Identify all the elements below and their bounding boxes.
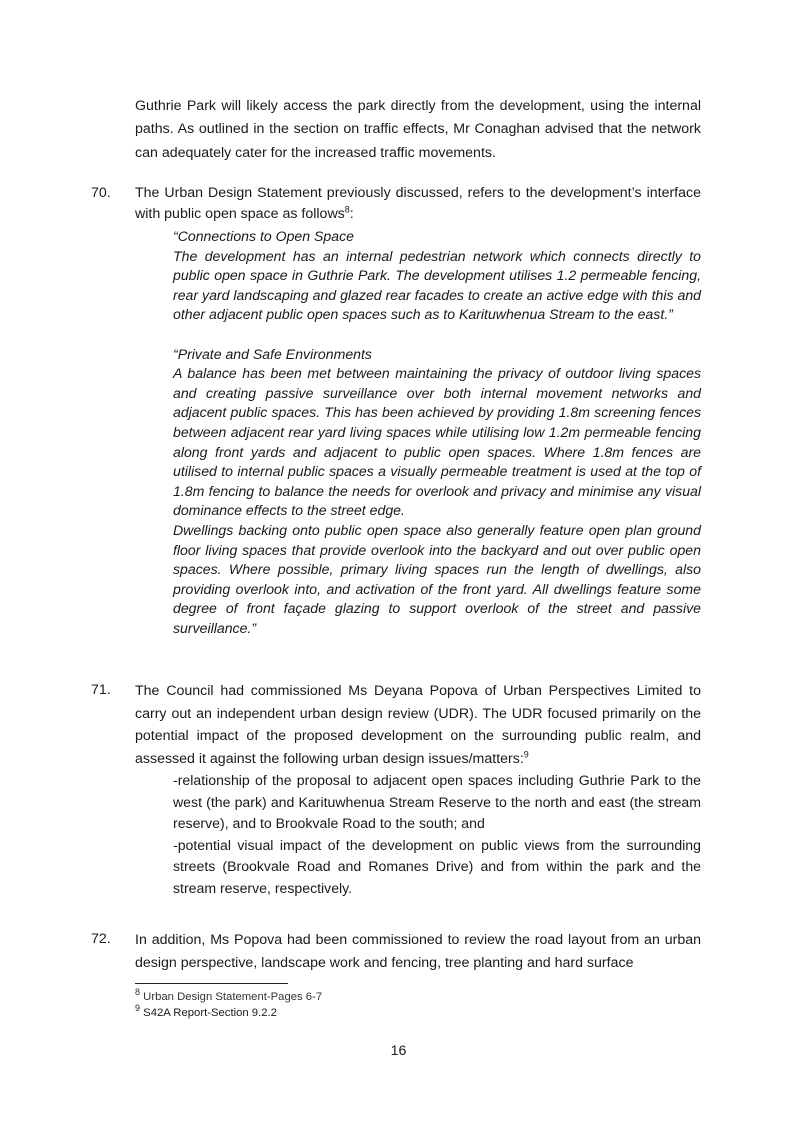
page-number: 16 [390,1043,407,1059]
paragraph-number: 70. [91,185,111,201]
quote1-body: The development has an internal pedestrian network which connects directly to public open space in Guthrie Park. The development utilises 1.2 permeable fencing, rear yard landscaping and glazed rear facades to create an active edge with this and other adjacent public open spaces such as to Karituwhenua Stream to the east.” [173,247,701,323]
paragraph-72 [91,929,701,976]
issue-item-2: -potential visual impact of the development on public views from the surrounding streets (Brookvale Road and Romanes Drive) and from within the park and the stream reserve, respectively. [173,836,701,896]
paragraph-text [135,680,701,770]
quote2-body-2: Dwellings backing onto public open space also generally feature open plan ground floor living spaces that provide overlook into the backyard and out over public open spaces. Where possible, primary living spaces run the length of dwellings, also providing overlook into, and activation of the front yard. All dwellings feature some degree of front façade glazing to support overlook of the street and passive surveillance.” [173,521,701,636]
footnote-8-number: 8 [135,987,141,998]
paragraph-number: 72. [91,931,111,947]
issues-list [173,770,701,899]
paragraph-71-text: The Council had commissioned Ms Deyana Popova of Urban Perspectives Limited to carry out an independent urban design review (UDR). The UDR focused primarily on the potential impact of the proposed development on the surrounding public realm, and assessed it against the following urban design issues/matters: [135,683,701,767]
footnote-ref-9: 9 [523,748,529,759]
quote2-body-1: A balance has been met between maintaining the privacy of outdoor living spaces and creating passive surveillance over both internal movement networks and adjacent public spaces. This has been achieved by providing 1.8m screening fences between adjacent rear yard living spaces while utilising low 1.2m permeable fencing along front yards and adjacent to public open spaces. Where 1.8m fences are utilised to internal public spaces a visually permeable treatment is used at the top of 1.8m fencing to balance the needs for overlook and privacy and minimise any visual dominance effects to the street edge. [173,365,701,519]
paragraph-70-colon: : [349,206,354,222]
paragraph-69-continuation: Guthrie Park will likely access the park directly from the development, using the internal paths. As outlined in the section on traffic effects, Mr Conaghan advised that the network can adequately cater for the increased traffic movements. [135,98,701,161]
issue-item-1: -relationship of the proposal to adjacent open spaces including Guthrie Park to the west (the park) and Karituwhenua Stream Reserve to the north and east (the stream reserve), and to Brookvale Road to the south; and [173,772,701,831]
paragraph-70 [91,183,701,638]
footnote-8 [135,989,695,1005]
footnote-ref-8: 8 [344,204,350,215]
quote2-title: “Private and Safe Environments [173,345,372,362]
quote-block [173,227,701,638]
footnote-9-text: S42A Report-Section 9.2.2 [143,1007,277,1020]
paragraph-71 [91,680,701,899]
footnotes [135,989,695,1021]
paragraph-72-text: In addition, Ms Popova had been commissioned to review the road layout from an urban design perspective, landscape work and fencing, tree planting and hard surface [135,932,701,972]
footnote-9 [135,1005,695,1021]
paragraph-number: 71. [91,682,111,698]
quote1-title: “Connections to Open Space [173,228,354,244]
paragraph-70-text: The Urban Design Statement previously discussed, refers to the development’s interface with public open space as follows [135,185,701,222]
paragraph-text [135,183,701,225]
footnote-8-text: Urban Design Statement-Pages 6-7 [143,991,323,1003]
footnote-9-number: 9 [135,1003,141,1014]
footnote-divider [135,983,288,984]
